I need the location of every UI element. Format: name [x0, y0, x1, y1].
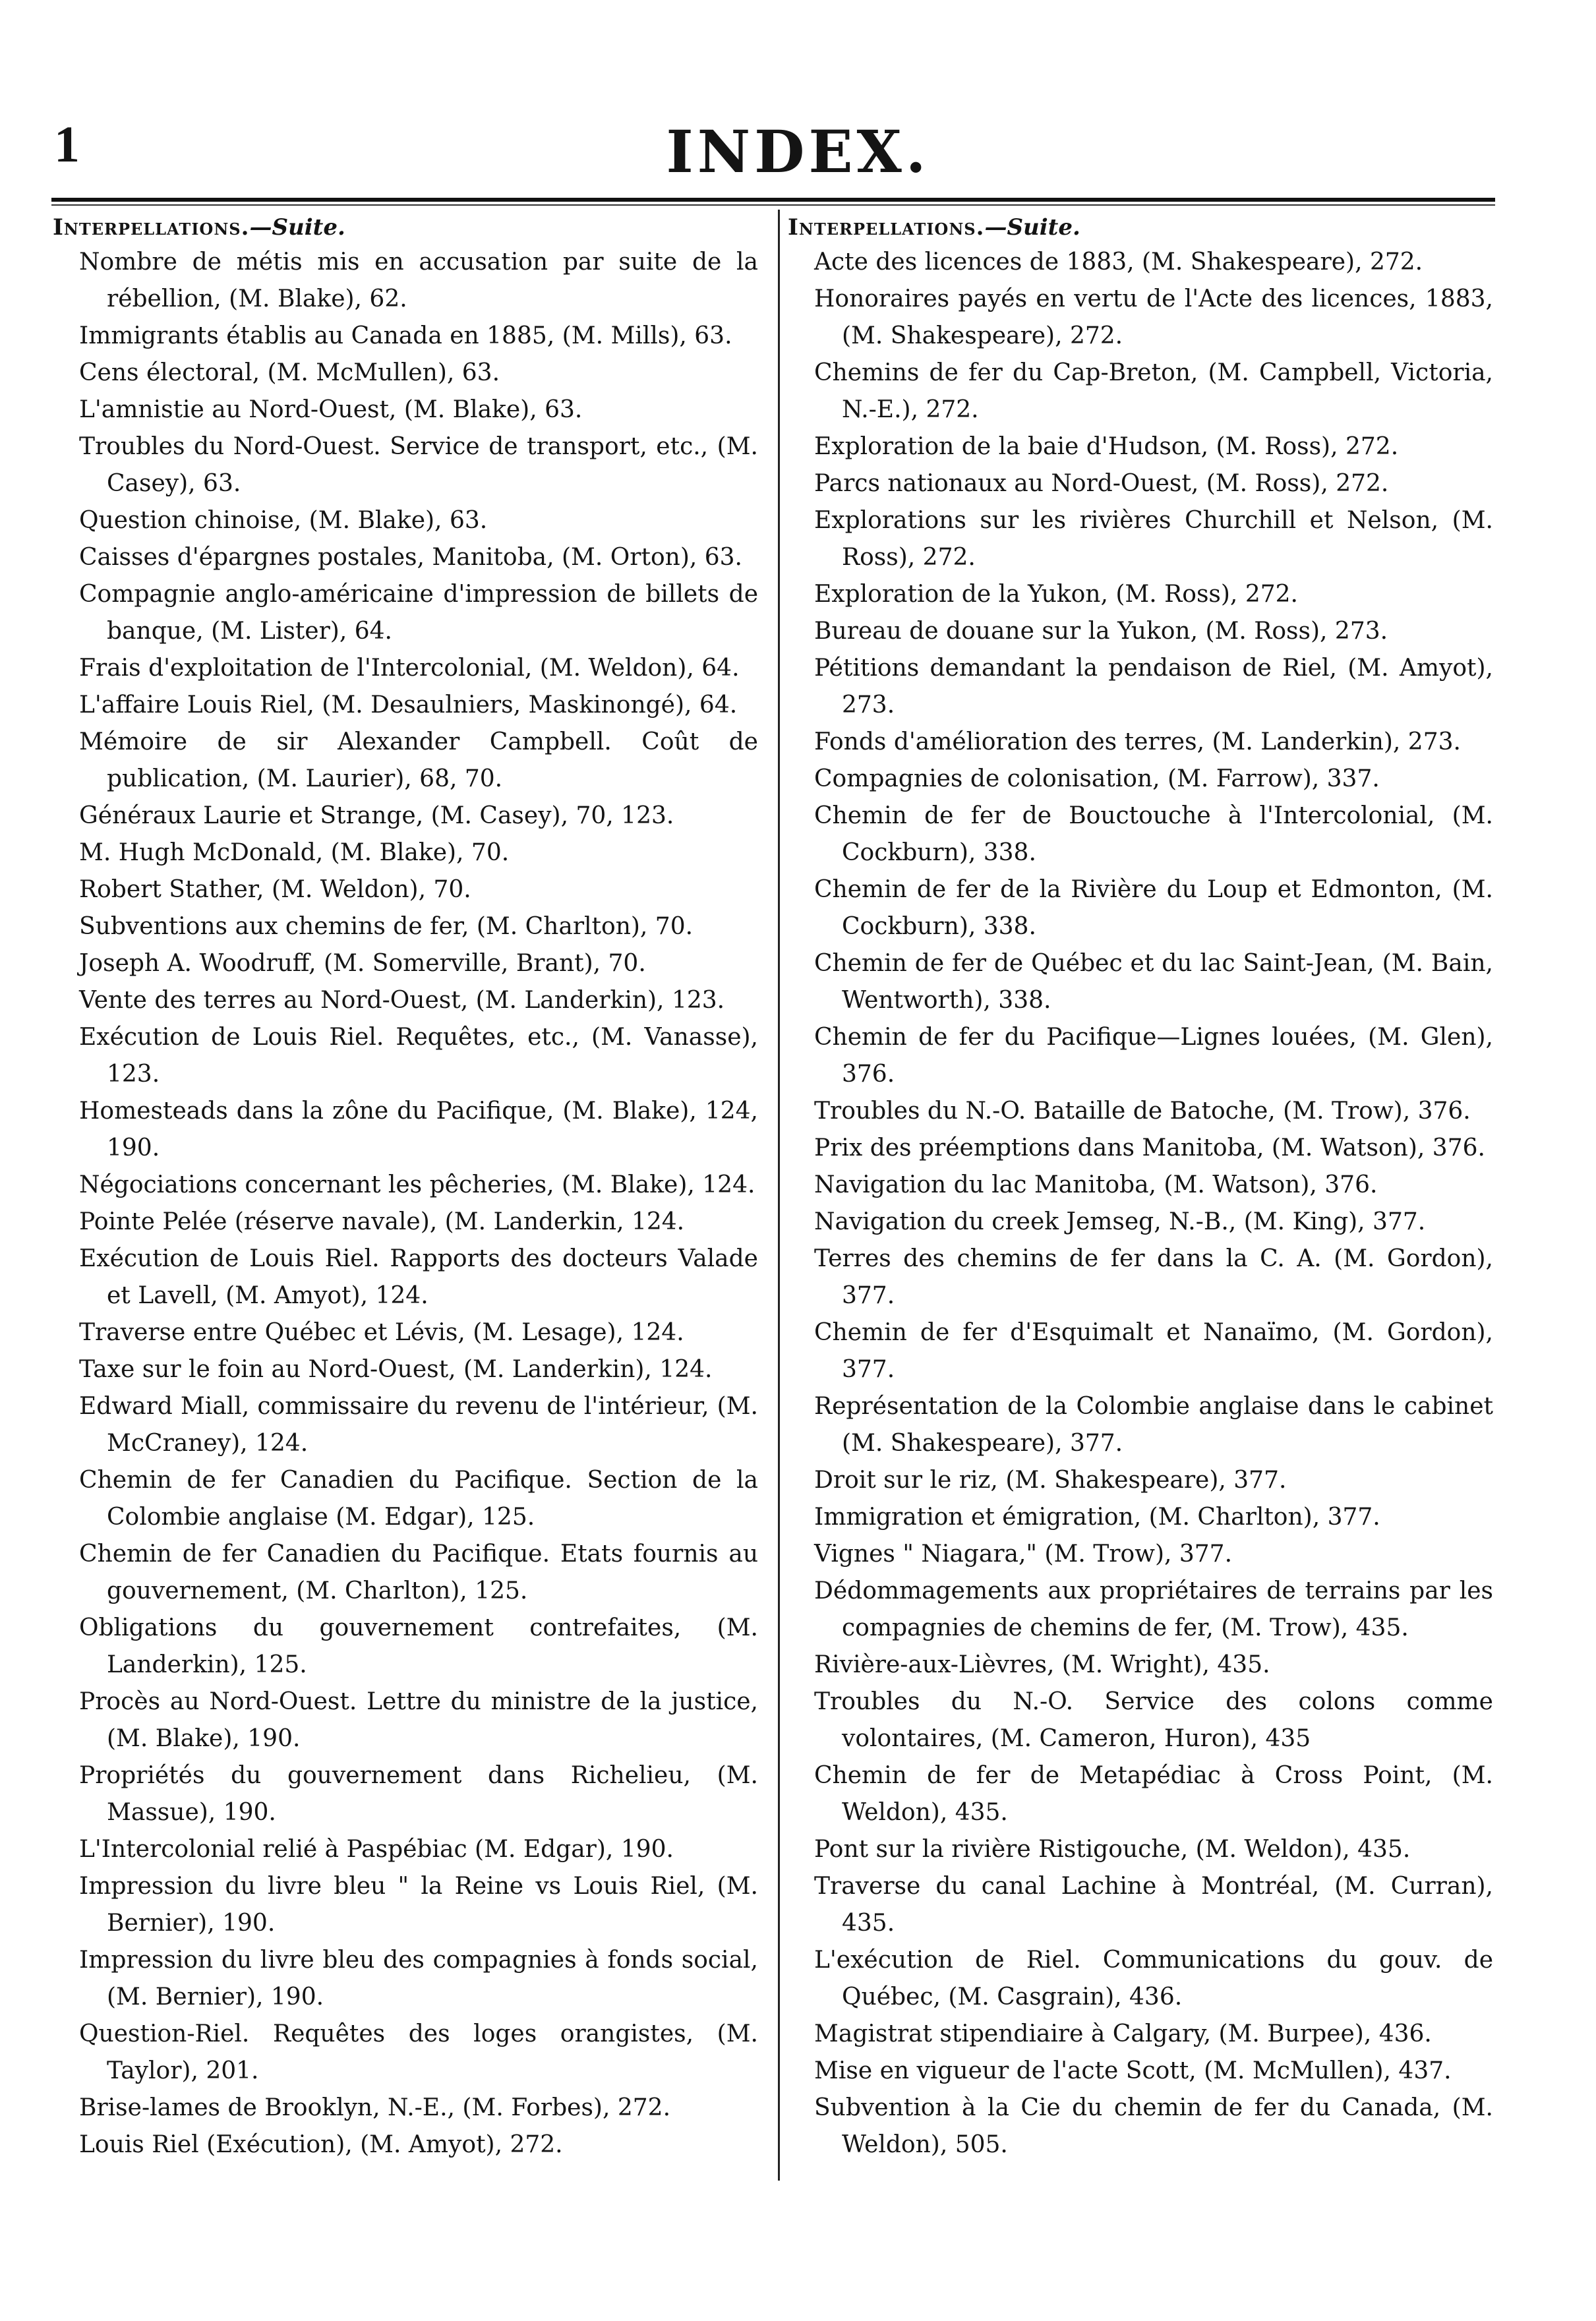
index-entry: Propriétés du gouvernement dans Richelieu, (M. Massue), 190.: [79, 1762, 758, 1826]
header-rule: [51, 198, 1495, 202]
right-column: [788, 211, 1493, 2163]
index-entry: Subventions aux chemins de fer, (M. Charlton), 70.: [79, 913, 694, 940]
index-entry: Vente des terres au Nord-Ouest, (M. Landerkin), 123.: [79, 987, 725, 1014]
index-entry: Chemin de fer d'Esquimalt et Nanaïmo, (M. Gordon), 377.: [814, 1319, 1493, 1383]
index-entry: Rivière-aux-Lièvres, (M. Wright), 435.: [814, 1651, 1270, 1678]
index-entry: Exploration de la Yukon, (M. Ross), 272.: [814, 581, 1298, 608]
index-entry: Vignes " Niagara," (M. Trow), 377.: [814, 1541, 1233, 1568]
left-column-header: [53, 211, 758, 244]
index-entry: Exploration de la baie d'Hudson, (M. Ross), 272.: [814, 433, 1399, 460]
index-entry: Chemin de fer de Bouctouche à l'Intercolonial, (M. Cockburn), 338.: [814, 802, 1493, 866]
index-entry: Obligations du gouvernement contrefaites, (M. Landerkin), 125.: [79, 1614, 758, 1678]
index-entry: Pont sur la rivière Ristigouche, (M. Weldon), 435.: [814, 1836, 1411, 1863]
index-entry: Explorations sur les rivières Churchill et Nelson, (M. Ross), 272.: [814, 507, 1493, 571]
header-rule-thin: [51, 204, 1495, 206]
index-entry: Taxe sur le foin au Nord-Ouest, (M. Landerkin), 124.: [79, 1356, 713, 1383]
index-entry: Question-Riel. Requêtes des loges orangistes, (M. Taylor), 201.: [79, 2020, 758, 2084]
section-continued: —Suite.: [249, 214, 345, 241]
index-entry: Frais d'exploitation de l'Intercolonial, (M. Weldon), 64.: [79, 655, 740, 682]
index-entry: Prix des préemptions dans Manitoba, (M. Watson), 376.: [814, 1134, 1485, 1161]
index-entry: Chemins de fer du Cap-Breton, (M. Campbell, Victoria, N.-E.), 272.: [814, 359, 1493, 423]
index-entry: Caisses d'épargnes postales, Manitoba, (M. Orton), 63.: [79, 544, 742, 571]
index-entry: L'Intercolonial relié à Paspébiac (M. Edgar), 190.: [79, 1836, 674, 1863]
index-entry: Terres des chemins de fer dans la C. A. (M. Gordon), 377.: [814, 1245, 1493, 1309]
index-entry: Procès au Nord-Ouest. Lettre du ministre de la justice, (M. Blake), 190.: [79, 1688, 758, 1752]
section-continued: —Suite.: [984, 214, 1080, 241]
index-entry: Mémoire de sir Alexander Campbell. Coût de publication, (M. Laurier), 68, 70.: [79, 728, 758, 792]
index-entry: Exécution de Louis Riel. Rapports des docteurs Valade et Lavell, (M. Amyot), 124.: [79, 1245, 758, 1309]
index-entry: Bureau de douane sur la Yukon, (M. Ross), 273.: [814, 618, 1388, 645]
index-entry: Fonds d'amélioration des terres, (M. Landerkin), 273.: [814, 728, 1461, 755]
index-entry: Navigation du lac Manitoba, (M. Watson), 376.: [814, 1171, 1378, 1198]
index-entry: Compagnies de colonisation, (M. Farrow), 337.: [814, 765, 1380, 792]
section-label: Interpellations.: [788, 214, 985, 241]
index-entry: Traverse du canal Lachine à Montréal, (M. Curran), 435.: [814, 1873, 1493, 1937]
index-entry: Chemin de fer Canadien du Pacifique. Section de la Colombie anglaise (M. Edgar), 125.: [79, 1467, 758, 1531]
index-entry: Droit sur le riz, (M. Shakespeare), 377.: [814, 1467, 1287, 1494]
index-entry: Louis Riel (Exécution), (M. Amyot), 272.: [79, 2131, 563, 2158]
right-entry-list: [788, 244, 1493, 2163]
index-entry: Nombre de métis mis en accusation par suite de la rébellion, (M. Blake), 62.: [79, 249, 758, 312]
index-entry: Pointe Pelée (réserve navale), (M. Landerkin, 124.: [79, 1208, 685, 1235]
index-entry: Troubles du N.-O. Bataille de Batoche, (M. Trow), 376.: [814, 1098, 1471, 1125]
index-entry: Magistrat stipendiaire à Calgary, (M. Burpee), 436.: [814, 2020, 1432, 2047]
index-entry: Chemin de fer Canadien du Pacifique. Etats fournis au gouvernement, (M. Charlton), 125.: [79, 1541, 758, 1604]
index-entry: Question chinoise, (M. Blake), 63.: [79, 507, 488, 534]
index-entry: Traverse entre Québec et Lévis, (M. Lesage), 124.: [79, 1319, 684, 1346]
index-entry: Dédommagements aux propriétaires de terrains par les compagnies de chemins de fer, (M. Trow), 435.: [814, 1577, 1493, 1641]
page-title: INDEX.: [666, 117, 930, 186]
index-entry: Chemin de fer du Pacifique—Lignes louées, (M. Glen), 376.: [814, 1024, 1493, 1088]
index-entry: Impression du livre bleu " la Reine vs Louis Riel, (M. Bernier), 190.: [79, 1873, 758, 1937]
index-entry: Troubles du Nord-Ouest. Service de transport, etc., (M. Casey), 63.: [79, 433, 758, 497]
index-entry: Négociations concernant les pêcheries, (M. Blake), 124.: [79, 1171, 755, 1198]
index-entry: Mise en vigueur de l'acte Scott, (M. McMullen), 437.: [814, 2057, 1452, 2084]
right-column-header: [788, 211, 1493, 244]
index-entry: Généraux Laurie et Strange, (M. Casey), 70, 123.: [79, 802, 674, 829]
index-entry: Brise-lames de Brooklyn, N.-E., (M. Forbes), 272.: [79, 2094, 671, 2121]
index-entry: Exécution de Louis Riel. Requêtes, etc., (M. Vanasse), 123.: [79, 1024, 758, 1088]
index-entry: L'exécution de Riel. Communications du gouv. de Québec, (M. Casgrain), 436.: [814, 1947, 1493, 2011]
index-entry: L'amnistie au Nord-Ouest, (M. Blake), 63.: [79, 396, 583, 423]
index-entry: Impression du livre bleu des compagnies à fonds social, (M. Bernier), 190.: [79, 1947, 758, 2011]
column-divider: [778, 210, 780, 2181]
index-entry: Cens électoral, (M. McMullen), 63.: [79, 359, 500, 386]
index-entry: Joseph A. Woodruff, (M. Somerville, Brant), 70.: [79, 950, 646, 977]
index-entry: Chemin de fer de la Rivière du Loup et Edmonton, (M. Cockburn), 338.: [814, 876, 1493, 940]
index-entry: Parcs nationaux au Nord-Ouest, (M. Ross), 272.: [814, 470, 1389, 497]
index-entry: Troubles du N.-O. Service des colons comme volontaires, (M. Cameron, Huron), 435: [814, 1688, 1493, 1752]
left-entry-list: [53, 244, 758, 2163]
index-entry: Robert Stather, (M. Weldon), 70.: [79, 876, 471, 903]
index-entry: Honoraires payés en vertu de l'Acte des licences, 1883, (M. Shakespeare), 272.: [814, 285, 1493, 349]
section-label: Interpellations.: [53, 214, 250, 241]
index-entry: Acte des licences de 1883, (M. Shakespeare), 272.: [814, 249, 1423, 276]
index-entry: Immigrants établis au Canada en 1885, (M. Mills), 63.: [79, 322, 732, 349]
index-entry: Représentation de la Colombie anglaise dans le cabinet (M. Shakespeare), 377.: [814, 1393, 1493, 1457]
index-entry: Chemin de fer de Metapédiac à Cross Point, (M. Weldon), 435.: [814, 1762, 1493, 1826]
index-entry: M. Hugh McDonald, (M. Blake), 70.: [79, 839, 510, 866]
index-entry: Compagnie anglo-américaine d'impression de billets de banque, (M. Lister), 64.: [79, 581, 758, 645]
index-entry: L'affaire Louis Riel, (M. Desaulniers, Maskinongé), 64.: [79, 691, 738, 719]
index-entry: Homesteads dans la zône du Pacifique, (M. Blake), 124, 190.: [79, 1098, 758, 1161]
left-column: [53, 211, 758, 2163]
index-entry: Navigation du creek Jemseg, N.-B., (M. King), 377.: [814, 1208, 1426, 1235]
index-entry: Subvention à la Cie du chemin de fer du Canada, (M. Weldon), 505.: [814, 2094, 1493, 2158]
index-entry: Edward Miall, commissaire du revenu de l'intérieur, (M. McCraney), 124.: [79, 1393, 758, 1457]
page-number: 1: [54, 115, 80, 173]
index-entry: Chemin de fer de Québec et du lac Saint-Jean, (M. Bain, Wentworth), 338.: [814, 950, 1493, 1014]
index-entry: Immigration et émigration, (M. Charlton), 377.: [814, 1504, 1380, 1531]
index-entry: Pétitions demandant la pendaison de Riel, (M. Amyot), 273.: [814, 655, 1493, 719]
